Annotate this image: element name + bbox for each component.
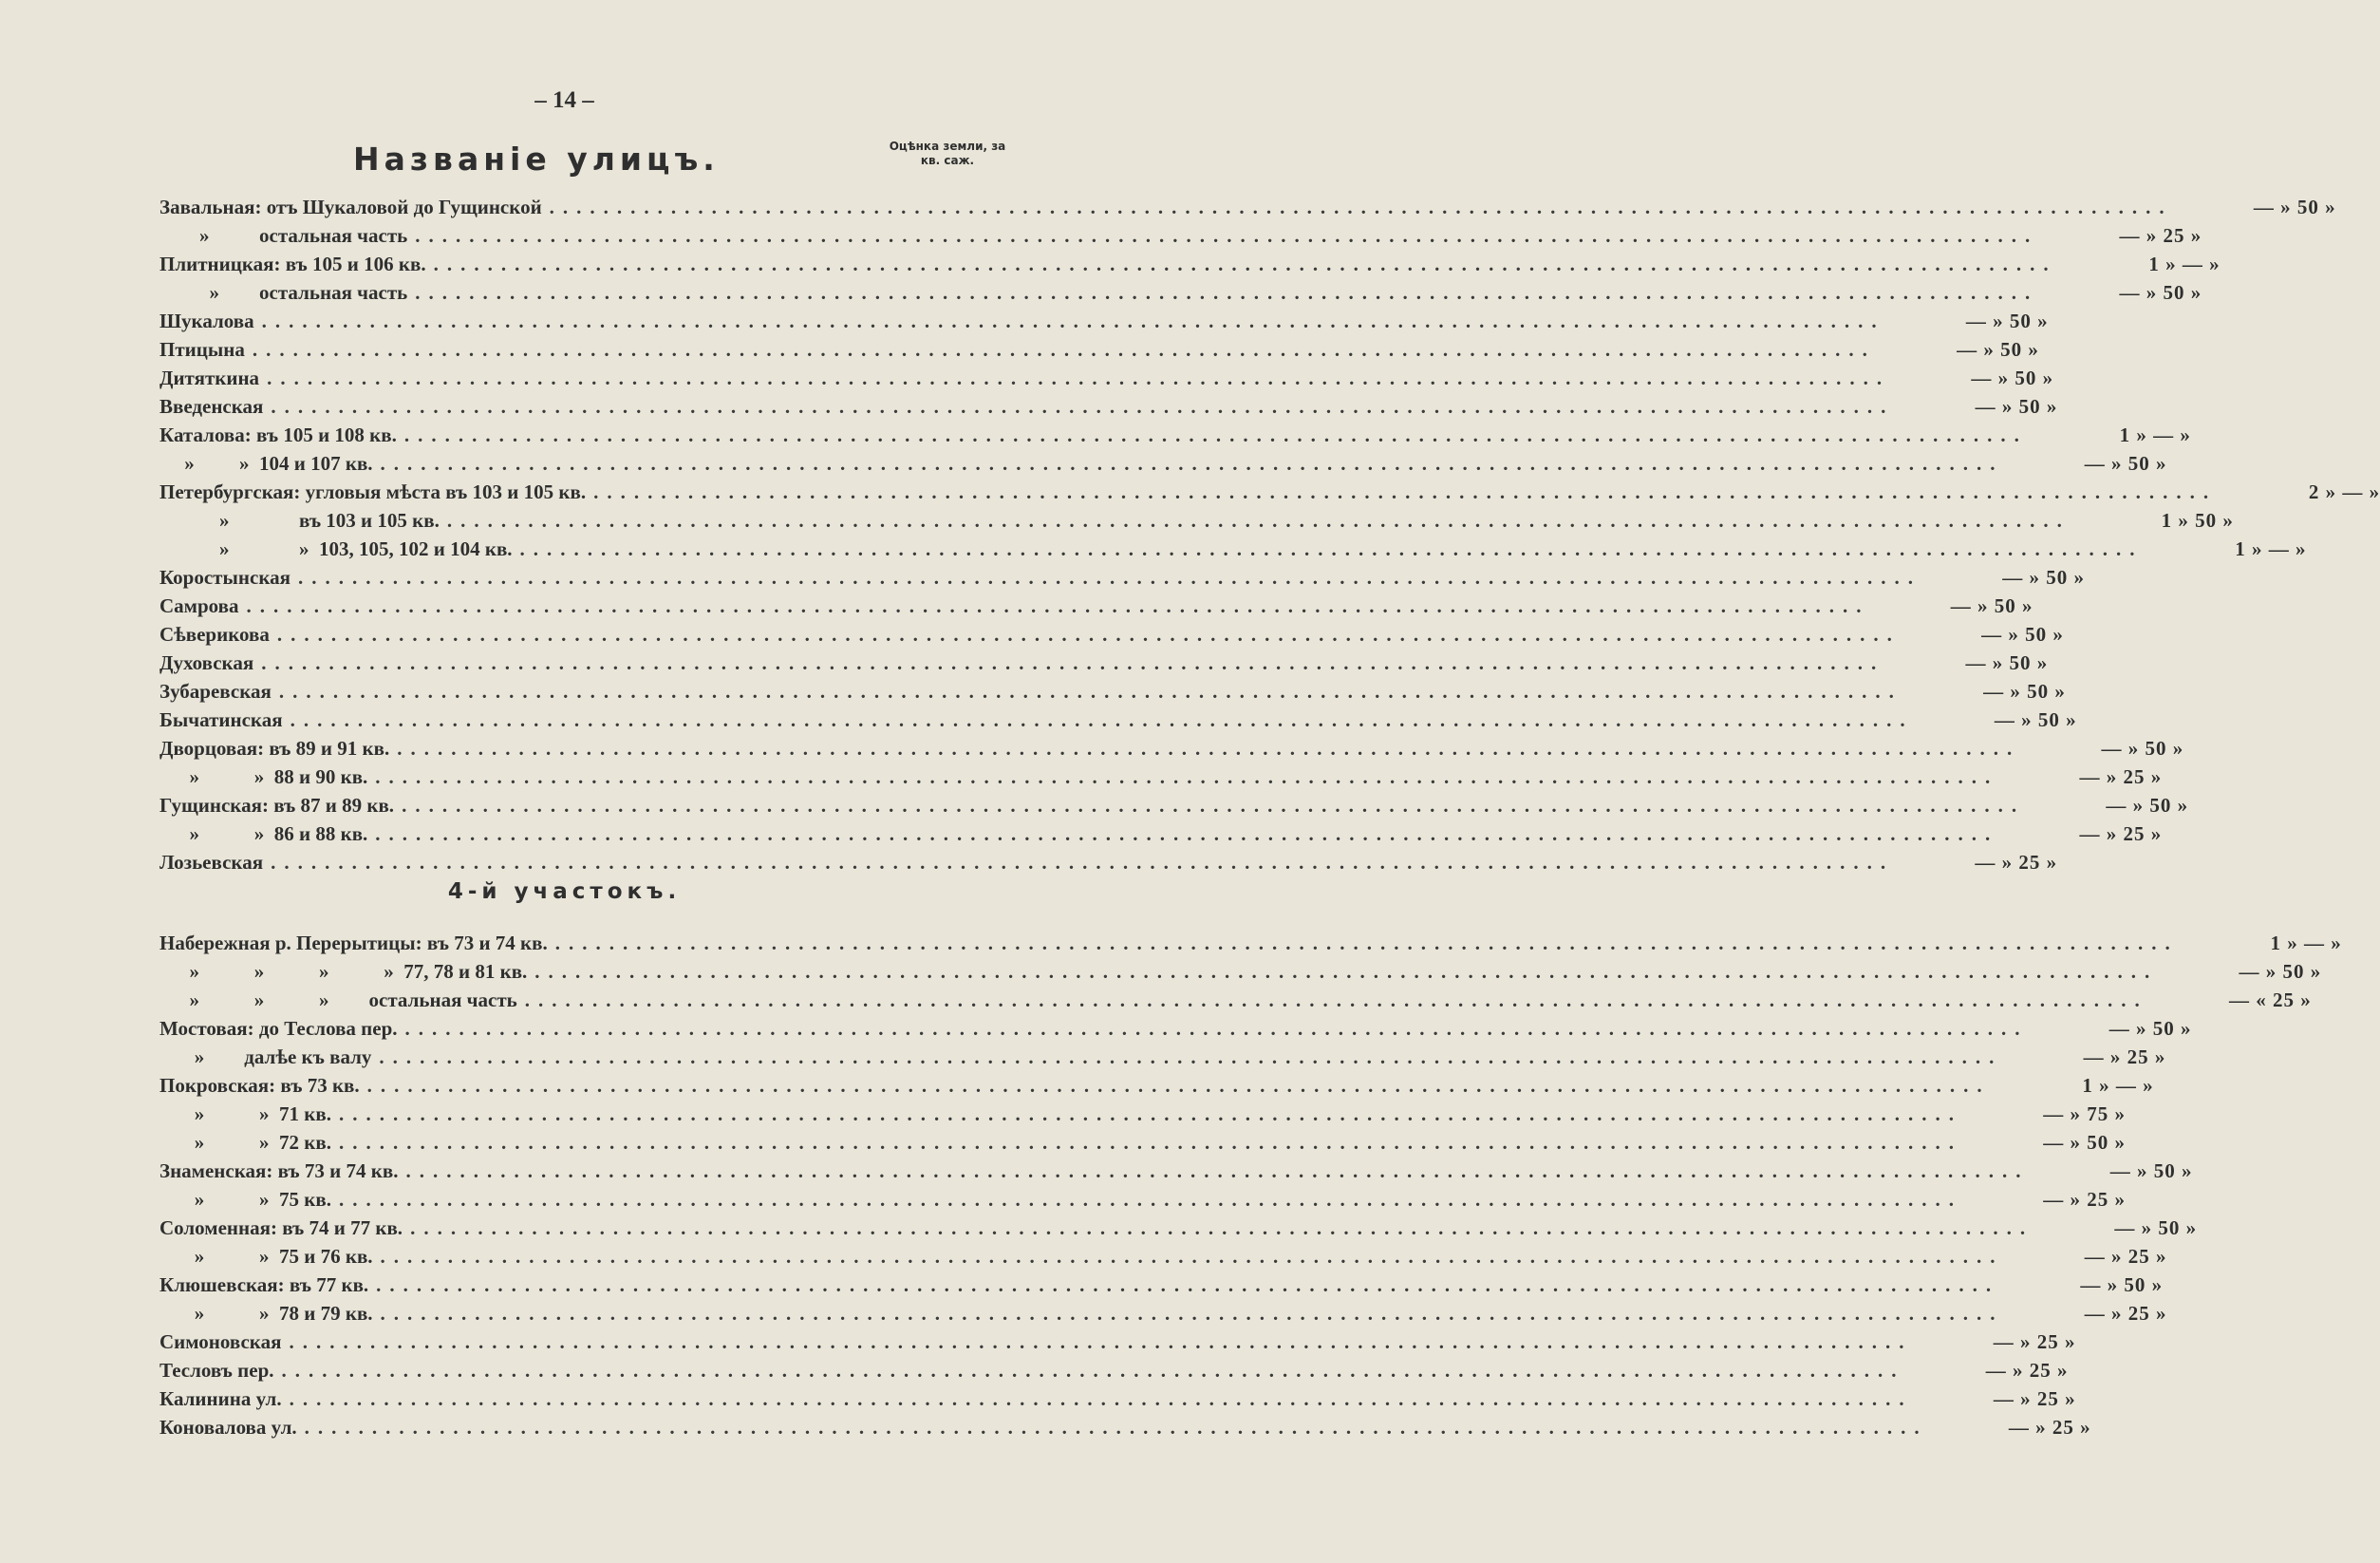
street-name: » » 104 и 107 кв.: [159, 451, 373, 475]
dot-leader: ........................................................................................................................: [405, 1158, 2030, 1182]
dot-leader: ........................................................................................................................: [338, 1187, 1962, 1211]
table-row: [159, 1043, 2166, 1071]
table-row: [159, 1214, 2198, 1242]
column-header: [871, 140, 1023, 168]
table-row: [159, 957, 2322, 986]
land-valuation: 1 » — »: [2270, 931, 2342, 954]
dot-leader: ........................................................................................................................: [290, 707, 1914, 731]
dot-leader: ........................................................................................................................: [375, 821, 1999, 845]
land-valuation: — » 50 »: [2101, 736, 2184, 760]
table-row: [159, 335, 2039, 364]
table-row: [159, 1413, 2091, 1441]
table-row: [159, 1328, 2076, 1356]
dot-leader: ........................................................................................................................: [415, 280, 2039, 304]
dot-leader: ........................................................................................................................: [267, 366, 1891, 389]
table-row: [159, 506, 2234, 535]
land-valuation: — » 25 »: [2083, 1045, 2166, 1068]
street-name: Самрова: [159, 593, 239, 617]
dot-leader: ........................................................................................................................: [271, 850, 1895, 874]
dot-leader: ........................................................................................................................: [402, 793, 2026, 817]
table-row: [159, 221, 2202, 250]
table-row: [159, 364, 2054, 392]
dot-leader: ........................................................................................................................: [366, 1073, 1991, 1097]
table-row: [159, 791, 2189, 819]
land-valuation: — » 50 »: [2239, 959, 2322, 983]
dot-leader: ........................................................................................................................: [379, 1045, 2003, 1068]
land-valuation: — » 50 »: [2108, 1016, 2192, 1040]
land-valuation: — » 25 »: [2008, 1415, 2091, 1439]
street-name: Симоновская: [159, 1329, 282, 1353]
dot-leader: ........................................................................................................................: [271, 394, 1895, 418]
dot-leader: ........................................................................................................................: [549, 195, 2173, 218]
land-valuation: — » 50 »: [1975, 394, 2058, 418]
table-row: [159, 1100, 2126, 1128]
dot-leader: ........................................................................................................................: [246, 593, 1870, 617]
table-row: [159, 1242, 2167, 1271]
column-header-line1: Оцѣнка земли, за: [889, 140, 1006, 153]
land-valuation: — » 25 »: [2043, 1187, 2126, 1211]
table-row: [159, 478, 2380, 506]
street-name: » далѣе къ валу: [159, 1045, 372, 1068]
table-row: [159, 421, 2191, 449]
table-row: [159, 250, 2221, 278]
table-row: [159, 392, 2058, 421]
land-valuation: 1 » — »: [2082, 1073, 2154, 1097]
column-header-line2: кв. саж.: [920, 154, 975, 167]
table-row: [159, 1299, 2167, 1328]
street-list-section-2: [159, 929, 2342, 1441]
street-name: Шукалова: [159, 309, 254, 332]
land-valuation: — » 50 »: [2109, 1158, 2193, 1182]
dot-leader: ........................................................................................................................: [261, 650, 1885, 674]
street-name: Тесловъ пер.: [159, 1358, 274, 1382]
street-name: Духовская: [159, 650, 254, 674]
table-row: [159, 193, 2336, 221]
land-valuation: — » 50 »: [2002, 565, 2085, 589]
street-name: Калинина ул.: [159, 1386, 282, 1410]
table-row: [159, 592, 2033, 620]
table-row: [159, 706, 2077, 734]
street-name: Лозьевская: [159, 850, 264, 874]
land-valuation: — » 25 »: [1975, 850, 2058, 874]
dot-leader: ........................................................................................................................: [524, 988, 2148, 1011]
land-valuation: 1 » — »: [2235, 537, 2307, 560]
table-row: [159, 734, 2184, 763]
dot-leader: ........................................................................................................................: [433, 252, 2057, 275]
street-list-section-1: [159, 193, 2380, 876]
street-name: Соломенная: въ 74 и 77 кв.: [159, 1215, 403, 1239]
street-name: » въ 103 и 105 кв.: [159, 508, 440, 532]
land-valuation: — » 50 »: [1957, 337, 2039, 361]
land-valuation: — » 50 »: [1981, 622, 2064, 646]
land-valuation: — » 25 »: [2084, 1244, 2167, 1268]
dot-leader: ........................................................................................................................: [380, 1301, 2004, 1325]
dot-leader: ........................................................................................................................: [289, 1329, 1913, 1353]
dot-leader: ........................................................................................................................: [410, 1215, 2034, 1239]
land-valuation: — » 50 »: [1965, 650, 2049, 674]
street-name: » » 88 и 90 кв.: [159, 764, 368, 788]
dot-leader: ........................................................................................................................: [593, 480, 2218, 503]
street-name: Петербургская: угловыя мѣста въ 103 и 105 кв.: [159, 480, 587, 503]
land-valuation: — » 50 »: [2080, 1272, 2164, 1296]
street-name: » » 103, 105, 102 и 104 кв.: [159, 537, 513, 560]
street-name: » остальная часть: [159, 223, 408, 247]
table-row: [159, 986, 2312, 1014]
land-valuation: — » 50 »: [2253, 195, 2336, 218]
street-name: Птицына: [159, 337, 245, 361]
street-name: Плитницкая: въ 105 и 106 кв.: [159, 252, 426, 275]
table-row: [159, 1384, 2076, 1413]
land-valuation: 1 » — »: [2119, 423, 2191, 446]
dot-leader: ........................................................................................................................: [397, 736, 2021, 760]
street-name: Каталова: въ 105 и 108 кв.: [159, 423, 397, 446]
land-valuation: 1 » — »: [2148, 252, 2221, 275]
land-valuation: — » 50 »: [1950, 593, 2033, 617]
dot-leader: ........................................................................................................................: [278, 679, 1902, 703]
table-row: [159, 819, 2163, 848]
street-name: Гущинская: въ 87 и 89 кв.: [159, 793, 395, 817]
page-number: – 14 –: [534, 87, 594, 113]
table-row: [159, 307, 2049, 335]
land-valuation: — « 25 »: [2229, 988, 2312, 1011]
dot-leader: ........................................................................................................................: [380, 1244, 2004, 1268]
dot-leader: ........................................................................................................................: [380, 451, 2004, 475]
land-valuation: 2 » — »: [2308, 480, 2380, 503]
land-valuation: — » 25 »: [2084, 1301, 2167, 1325]
street-name: Сѣверикова: [159, 622, 270, 646]
table-row: [159, 677, 2066, 706]
table-row: [159, 1014, 2192, 1043]
dot-leader: ........................................................................................................................: [519, 537, 2144, 560]
table-row: [159, 1356, 2069, 1384]
section-title: 4-й участокъ.: [447, 879, 682, 904]
street-name: » остальная часть: [159, 280, 408, 304]
dot-leader: ........................................................................................................................: [554, 931, 2179, 954]
land-valuation: — » 50 »: [2114, 1215, 2198, 1239]
land-valuation: — » 75 »: [2043, 1102, 2126, 1125]
street-name: » » 78 и 79 кв.: [159, 1301, 373, 1325]
dot-leader: ........................................................................................................................: [261, 309, 1885, 332]
land-valuation: — » 50 »: [2106, 793, 2189, 817]
table-row: [159, 620, 2064, 649]
dot-leader: ........................................................................................................................: [252, 337, 1876, 361]
street-name: Введенская: [159, 394, 264, 418]
dot-leader: ........................................................................................................................: [403, 423, 2028, 446]
street-name: Завальная: отъ Шукаловой до Гущинской: [159, 195, 542, 218]
dot-leader: ........................................................................................................................: [276, 622, 1901, 646]
table-row: [159, 1271, 2164, 1299]
table-row: [159, 848, 2058, 876]
land-valuation: — » 25 »: [2119, 223, 2202, 247]
land-valuation: — » 50 »: [1971, 366, 2054, 389]
street-name: Знаменская: въ 73 и 74 кв.: [159, 1158, 399, 1182]
street-name: Дворцовая: въ 89 и 91 кв.: [159, 736, 390, 760]
dot-leader: ........................................................................................................................: [304, 1415, 1928, 1439]
land-valuation: — » 25 »: [1985, 1358, 2069, 1382]
street-name: » » 86 и 88 кв.: [159, 821, 368, 845]
land-valuation: — » 50 »: [2043, 1130, 2126, 1154]
table-row: [159, 649, 2049, 677]
street-name: » » 71 кв.: [159, 1102, 331, 1125]
street-name: » » 75 и 76 кв.: [159, 1244, 373, 1268]
table-row: [159, 1071, 2154, 1100]
street-name: Набережная р. Перерытицы: въ 73 и 74 кв.: [159, 931, 548, 954]
table-row: [159, 449, 2167, 478]
table-row: [159, 763, 2163, 791]
land-valuation: — » 25 »: [1993, 1329, 2076, 1353]
street-name: Мостовая: до Теслова пер.: [159, 1016, 398, 1040]
street-name: Бычатинская: [159, 707, 283, 731]
table-row: [159, 1157, 2193, 1185]
street-name: » » » остальная часть: [159, 988, 517, 1011]
street-name: Коновалова ул.: [159, 1415, 297, 1439]
street-name: Коростынская: [159, 565, 290, 589]
land-valuation: — » 25 »: [2079, 764, 2163, 788]
page-title: Названіе улицъ.: [353, 141, 720, 178]
street-name: Зубаревская: [159, 679, 272, 703]
land-valuation: — » 50 »: [1983, 679, 2066, 703]
street-name: » » » » 77, 78 и 81 кв.: [159, 959, 528, 983]
dot-leader: ........................................................................................................................: [415, 223, 2039, 247]
dot-leader: ........................................................................................................................: [338, 1102, 1962, 1125]
land-valuation: — » 50 »: [2084, 451, 2167, 475]
land-valuation: — » 50 »: [2119, 280, 2202, 304]
street-name: » » 75 кв.: [159, 1187, 331, 1211]
dot-leader: ........................................................................................................................: [446, 508, 2071, 532]
dot-leader: ........................................................................................................................: [376, 1272, 2000, 1296]
land-valuation: — » 50 »: [1965, 309, 2049, 332]
dot-leader: ........................................................................................................................: [404, 1016, 2029, 1040]
table-row: [159, 929, 2342, 957]
table-row: [159, 535, 2307, 563]
street-name: Дитяткина: [159, 366, 260, 389]
table-row: [159, 563, 2085, 592]
table-row: [159, 278, 2202, 307]
street-name: Клюшевская: въ 77 кв.: [159, 1272, 369, 1296]
dot-leader: ........................................................................................................................: [281, 1358, 1905, 1382]
dot-leader: ........................................................................................................................: [375, 764, 1999, 788]
land-valuation: — » 25 »: [2079, 821, 2163, 845]
land-valuation: — » 50 »: [1994, 707, 2077, 731]
dot-leader: ........................................................................................................................: [338, 1130, 1962, 1154]
dot-leader: ........................................................................................................................: [297, 565, 1921, 589]
land-valuation: — » 25 »: [1993, 1386, 2076, 1410]
table-row: [159, 1185, 2126, 1214]
land-valuation: 1 » 50 »: [2161, 508, 2234, 532]
dot-leader: ........................................................................................................................: [534, 959, 2159, 983]
table-row: [159, 1128, 2126, 1157]
street-name: » » 72 кв.: [159, 1130, 331, 1154]
dot-leader: ........................................................................................................................: [289, 1386, 1913, 1410]
street-name: Покровская: въ 73 кв.: [159, 1073, 360, 1097]
